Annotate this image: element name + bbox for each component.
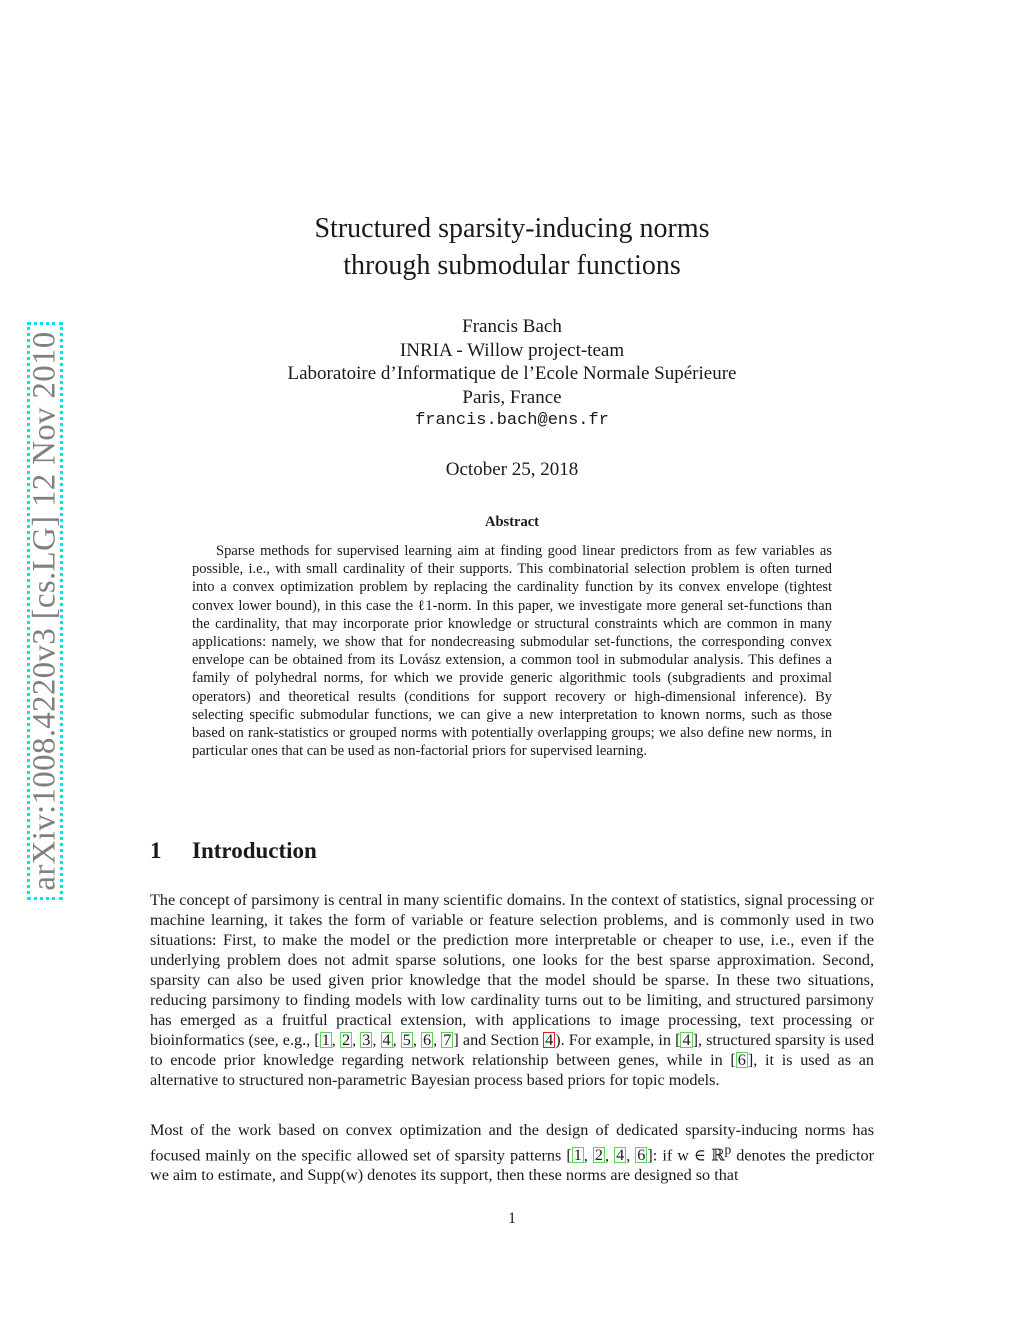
citation-link[interactable]: 6 (637, 1146, 646, 1165)
citation-link[interactable]: 4 (682, 1031, 691, 1049)
citation-link[interactable]: 1 (573, 1146, 582, 1165)
citation-link[interactable]: 5 (402, 1031, 411, 1049)
arxiv-identifier: arXiv:1008.4220v3 [cs.LG] 12 Nov 2010 (26, 331, 63, 891)
paragraph-text: ). For example, in (555, 1031, 671, 1049)
citation-link[interactable]: 7 (443, 1031, 452, 1049)
paragraph-text: denotes the predictor we aim to estimate, and Supp(w) denotes its support, then these norms are designed so that (150, 1146, 875, 1185)
author-email[interactable]: francis.bach@ens.fr (415, 411, 609, 430)
intro-paragraph-2: Most of the work based on convex optimization and the design of dedicated sparsity-inducing norms has focused mainly on the specific allowed set of sparsity patterns [ 1 , 2 , 4 , 6 ]: if w ∈ ℝ$^p$ denotes the predictor we aim to estimate, and Supp(w) denotes its support, then these norms are designed so that (150, 1121, 875, 1185)
paragraph-text: , structured sparsity is used to encode prior knowledge regarding network relationship between genes, while in (150, 1031, 875, 1069)
page-number: 1 (508, 1210, 516, 1227)
section-heading (150, 838, 317, 864)
paragraph-text: , it is used as an alternative to structured non-parametric Bayesian process based priors for topic models. (150, 1051, 875, 1089)
superscript: p (724, 1142, 732, 1157)
paragraph-text: The concept of parsimony is central in many scientific domains. In the context of statistics, signal processing or machine learning, it takes the form of variable or feature selection problems, and is commonly used in two situations: First, to make the model or the prediction more interpretable or cheaper to use, i.e., even if the underlying problem does not admit sparse solutions, one looks for the best sparse approximation. Second, sparsity can also be used given prior knowledge that the model should be sparse. In these two situations, reducing parsimony to finding models with low cardinality turns out to be limiting, and structured parsimony has emerged as a fruitful practical extension, with applications to image processing, text processing or bioinformatics (see, e.g., (150, 891, 874, 1049)
paper-title (0, 210, 1024, 284)
citation-link[interactable]: 2 (341, 1031, 351, 1049)
abstract-text: Sparse methods for supervised learning aim at finding good linear predictors from as few variables as possible, i.e., with small cardinality of their supports. This combinatorial selection problem is often turned into a convex optimization problem by replacing the cardinality function by its convex envelope (tightest convex lower bound), in this case the ℓ1-norm. In this paper, we investigate more general set-functions than the cardinality, that may incorporate prior knowledge or structural constraints which are common in many applications: namely, we show that for nondecreasing submodular set-functions, the corresponding convex envelope can be obtained from its Lovász extension, a common tool in submodular analysis. This defines a family of polyhedral norms, for which we provide generic algorithmic tools (subgradients and proximal operators) and theoretical results (conditions for support recovery or high-dimensional inference). By selecting specific submodular functions, we can give a new interpretation to known norms, such as those based on rank-statistics or grouped norms with potentially overlapping groups; we also define new norms, in particular ones that can be used as non-factorial priors for supervised learning. (192, 543, 832, 760)
paragraph-text: and Section (462, 1031, 539, 1049)
section-reference-link[interactable]: 4 (545, 1031, 554, 1049)
affiliation-2: Laboratoire d’Informatique de l’Ecole Normale Supérieure (287, 363, 737, 384)
title-line-2: through submodular functions (343, 250, 681, 281)
section-number: 1 (150, 838, 162, 863)
paragraph-text: : if w ∈ ℝ (652, 1146, 725, 1165)
citation-link[interactable]: 6 (737, 1051, 746, 1069)
section-title: Introduction (192, 838, 317, 863)
abstract-heading: Abstract (485, 514, 539, 530)
affiliation-3: Paris, France (462, 386, 562, 408)
citation-link[interactable]: 2 (594, 1146, 604, 1165)
intro-paragraph-1: The concept of parsimony is central in many scientific domains. In the context of statistics, signal processing or machine learning, it takes the form of variable or feature selection problems, and is commonly used in two situations: First, to make the model or the prediction more interpretable or cheaper to use, i.e., even if the underlying problem does not admit sparse solutions, one looks for the best sparse approximation. Second, sparsity can also be used given prior knowledge that the model should be sparse. In these two situations, reducing parsimony to finding models with low cardinality turns out to be limiting, and structured parsimony has emerged as a fruitful practical extension, with applications to image processing, text processing or bioinformatics (see, e.g., [ 1 , 2 , 3 , 4 , 5 , 6 , 7 ] and Section 4 ). For example, in [ 4 ], structured sparsity is used to encode prior knowledge regarding network relationship between genes, while in [ 6 ], it is used as an alternative to structured non-parametric Bayesian process based priors for topic models. (150, 891, 875, 1089)
citation-link[interactable]: 4 (382, 1031, 391, 1049)
citation-link[interactable]: 3 (362, 1031, 371, 1049)
citation-link[interactable]: 4 (616, 1146, 625, 1165)
title-line-1: Structured sparsity-inducing norms (314, 213, 710, 244)
paper-date: October 25, 2018 (445, 459, 579, 480)
affiliation-1: INRIA - Willow project-team (399, 339, 625, 361)
author-name: Francis Bach (462, 316, 562, 337)
paragraph-text: Most of the work based on convex optimization and the design of dedicated sparsity-inducing norms has focused mainly on the specific allowed set of sparsity patterns (150, 1121, 874, 1165)
citation-link[interactable]: 6 (423, 1031, 432, 1049)
author-block (0, 315, 1024, 433)
citation-link[interactable]: 1 (321, 1031, 330, 1049)
